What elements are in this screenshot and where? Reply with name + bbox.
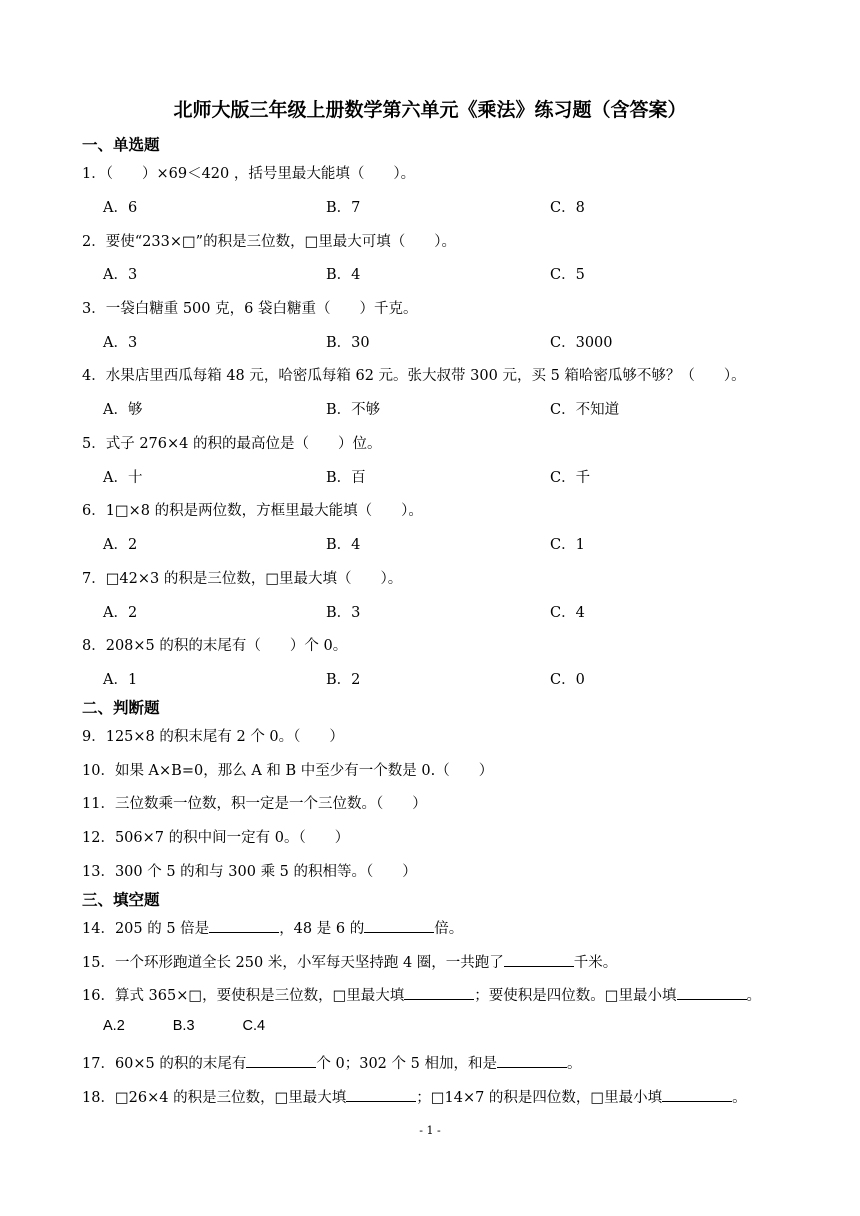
option-c: C．不知道 — [550, 402, 620, 418]
option-c: C．0 — [550, 672, 585, 688]
answer-blank — [677, 985, 747, 1000]
question-14 — [82, 917, 463, 938]
answer-blank — [364, 918, 434, 933]
question-1-options — [103, 196, 803, 216]
question-18-text-1: 18．□26×4 的积是三位数，□里最大填 — [82, 1090, 347, 1106]
question-5-options — [103, 466, 803, 486]
page-title: 北师大版三年级上册数学第六单元《乘法》练习题（含答案） — [173, 99, 687, 121]
question-13: 13．300 个 5 的和与 300 乘 5 的积相等。（ ） — [82, 864, 417, 880]
question-7-options — [103, 601, 803, 621]
question-16-text-1: 16．算式 365×□，要使积是三位数，□里最大填 — [82, 988, 405, 1004]
option-b: B．3 — [326, 605, 361, 621]
option-b: B．不够 — [326, 402, 381, 418]
question-15-text-1: 15．一个环形跑道全长 250 米，小军每天坚持跑 4 圈，一共跑了 — [82, 955, 504, 971]
answer-blank — [209, 918, 279, 933]
answer-blank — [504, 952, 574, 967]
question-18-text-2: ；□14×7 的积是四位数，□里最小填 — [416, 1090, 663, 1106]
question-3-options — [103, 331, 803, 351]
question-2-options — [103, 263, 803, 283]
question-10: 10．如果 A×B=0，那么 A 和 B 中至少有一个数是 0.（ ） — [82, 763, 494, 779]
section-heading-fill-blank: 三、填空题 — [82, 891, 160, 909]
section-heading-single-choice: 一、单选题 — [82, 136, 160, 154]
question-1: 1．（ ）×69＜420 ，括号里最大能填（ ）。 — [82, 166, 416, 182]
option-c: C．3000 — [550, 335, 613, 351]
question-15-text-2: 千米。 — [573, 955, 618, 971]
question-6-options — [103, 533, 803, 553]
question-16 — [82, 984, 761, 1005]
option-b: B．百 — [326, 470, 366, 486]
option-b: B．2 — [326, 672, 361, 688]
question-15 — [82, 951, 617, 972]
question-6: 6．1□×8 的积是两位数，方框里最大能填（ ）。 — [82, 503, 423, 519]
option-a: A．够 — [103, 402, 143, 418]
question-18 — [82, 1086, 747, 1107]
question-8-options — [103, 668, 803, 688]
answer-blank — [346, 1087, 416, 1102]
question-17-text-3: 。 — [566, 1056, 582, 1072]
option-a: A．1 — [103, 672, 138, 688]
question-17-text-1: 17．60×5 的积的末尾有 — [82, 1056, 247, 1072]
option-c: C．千 — [550, 470, 591, 486]
option-c: C．1 — [550, 537, 585, 553]
option-a: A．2 — [103, 537, 138, 553]
question-3: 3．一袋白糖重 500 克，6 袋白糖重（ ）千克。 — [82, 301, 418, 317]
page-number: - 1 - — [419, 1124, 441, 1137]
question-14-text-3: 倍。 — [434, 921, 464, 937]
question-16-text-3: 。 — [746, 988, 761, 1004]
option-c: C．5 — [550, 267, 585, 283]
answer-blank — [662, 1087, 732, 1102]
option-c: C．8 — [550, 200, 585, 216]
question-5: 5．式子 276×4 的积的最高位是（ ）位。 — [82, 436, 382, 452]
option-a: A．2 — [103, 605, 138, 621]
question-4-options — [103, 398, 803, 418]
question-2: 2．要使“233×□”的积是三位数，□里最大可填（ ）。 — [82, 234, 457, 250]
question-14-text-2: ，48 是 6 的 — [279, 921, 365, 937]
question-16-text-2: ；要使积是四位数。□里最小填 — [474, 988, 677, 1004]
question-7: 7．□42×3 的积是三位数，□里最大填（ ）。 — [82, 571, 403, 587]
question-18-text-3: 。 — [732, 1090, 747, 1106]
question-8: 8．208×5 的积的末尾有（ ）个 0。 — [82, 638, 348, 654]
option-b: B．7 — [326, 200, 361, 216]
answer-blank — [404, 985, 474, 1000]
option-c: C．4 — [550, 605, 585, 621]
option-b: B．30 — [326, 335, 370, 351]
option-a: A．十 — [103, 470, 143, 486]
option-b: B.3 — [172, 1018, 195, 1034]
answer-blank — [246, 1053, 316, 1068]
option-c: C.4 — [242, 1018, 266, 1034]
question-14-text-1: 14．205 的 5 倍是 — [82, 921, 210, 937]
question-17 — [82, 1052, 581, 1073]
option-a: A．6 — [103, 200, 138, 216]
option-b: B．4 — [326, 267, 361, 283]
question-9: 9．125×8 的积末尾有 2 个 0。（ ） — [82, 729, 344, 745]
question-12: 12．506×7 的积中间一定有 0。（ ） — [82, 830, 350, 846]
question-17-text-2: 个 0；302 个 5 相加，和是 — [316, 1056, 497, 1072]
question-11: 11．三位数乘一位数，积一定是一个三位数。（ ） — [82, 796, 427, 812]
option-a: A．3 — [103, 335, 138, 351]
question-4: 4．水果店里西瓜每箱 48 元，哈密瓜每箱 62 元。张大叔带 300 元，买 5 箱哈密瓜够不够？（ ）。 — [82, 368, 746, 384]
answer-blank — [497, 1053, 567, 1068]
question-16-options — [103, 1018, 313, 1034]
option-b: B．4 — [326, 537, 361, 553]
option-a: A.2 — [103, 1018, 125, 1034]
option-a: A．3 — [103, 267, 138, 283]
section-heading-true-false: 二、判断题 — [82, 699, 160, 717]
